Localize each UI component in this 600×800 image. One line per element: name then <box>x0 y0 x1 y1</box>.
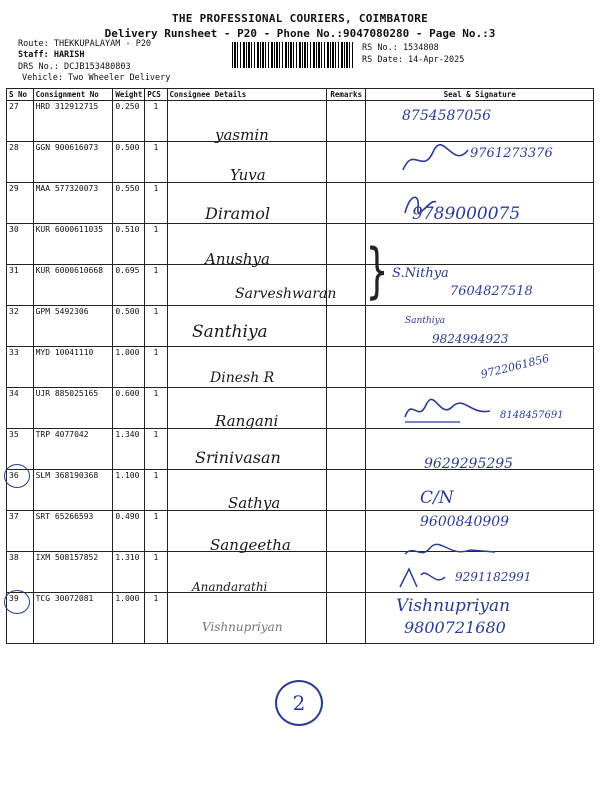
sno-cell: 36 <box>7 470 34 511</box>
sno-cell: 31 <box>7 265 34 306</box>
consignment-cell: MAA 577320073 <box>33 183 113 224</box>
hw-seal-12: 9600840909 <box>420 514 510 530</box>
pcs-cell: 1 <box>145 429 167 470</box>
table-header-row <box>7 89 594 101</box>
pcs-cell: 1 <box>145 552 167 593</box>
rs-number: RS No.: 1534808 <box>362 43 439 53</box>
table-row <box>7 224 594 265</box>
weight-cell: 1.100 <box>113 470 145 511</box>
company-title: THE PROFESSIONAL COURIERS, COIMBATORE <box>171 12 429 25</box>
hw-seal-8: 9722061856 <box>479 351 551 382</box>
circle-mark-36 <box>4 464 30 488</box>
pcs-cell: 1 <box>145 347 167 388</box>
remarks-cell <box>327 593 366 644</box>
hw-seal-4: S.Nithya <box>392 266 449 281</box>
drs-line: DRS No.: DCJB153480803 <box>18 62 131 72</box>
remarks-cell <box>327 552 366 593</box>
consignment-cell: MYD 10041110 <box>33 347 113 388</box>
sno-cell: 29 <box>7 183 34 224</box>
remarks-cell <box>327 224 366 265</box>
hw-name-2: Yuva <box>230 166 266 184</box>
consignment-cell: KUR 6000611035 <box>33 224 113 265</box>
hw-seal-15: 9800721680 <box>404 618 506 637</box>
remarks-cell <box>327 183 366 224</box>
sno-cell: 34 <box>7 388 34 429</box>
hw-seal-5: 7604827518 <box>450 284 533 299</box>
vehicle-line: Vehicle: Two Wheeler Delivery <box>22 73 171 83</box>
hw-name-3: Diramol <box>205 204 271 223</box>
weight-cell: 0.510 <box>113 224 145 265</box>
remarks-cell <box>327 142 366 183</box>
weight-cell: 0.600 <box>113 388 145 429</box>
sno-cell: 32 <box>7 306 34 347</box>
col-weight: Weight <box>113 89 145 101</box>
weight-cell: 1.310 <box>113 552 145 593</box>
consignment-cell: SLM 368190368 <box>33 470 113 511</box>
col-consignment: Consignment No <box>33 89 113 101</box>
remarks-cell <box>327 347 366 388</box>
seal-cell <box>366 347 594 388</box>
rs-date: RS Date: 14-Apr-2025 <box>362 55 465 65</box>
col-pcs: PCS <box>145 89 167 101</box>
sno-cell: 30 <box>7 224 34 265</box>
circle-mark-39 <box>4 590 30 614</box>
consignee-cell <box>167 593 327 644</box>
sno-cell: 27 <box>7 101 34 142</box>
consignment-cell: UJR 885025165 <box>33 388 113 429</box>
hw-name-4: Anushya <box>205 250 270 268</box>
pcs-cell: 1 <box>145 265 167 306</box>
hw-name-11: Sangeetha <box>210 536 291 554</box>
hw-name-10: Sathya <box>228 494 281 512</box>
consignment-cell: IXM 508157852 <box>33 552 113 593</box>
consignment-cell: HRD 312912715 <box>33 101 113 142</box>
pcs-cell: 1 <box>145 142 167 183</box>
hw-seal-14: Vishnupriyan <box>396 596 511 616</box>
hw-name-9: Srinivasan <box>195 448 281 467</box>
weight-cell: 0.250 <box>113 101 145 142</box>
signature-scribble-1 <box>398 140 478 180</box>
sno-cell: 39 <box>7 593 34 644</box>
hw-seal-1: 8754587056 <box>402 108 492 124</box>
runsheet-title: Delivery Runsheet - P20 - Phone No.:9047080280 - Page No.:3 <box>104 27 496 40</box>
sno-cell: 35 <box>7 429 34 470</box>
remarks-cell <box>327 429 366 470</box>
table-row <box>7 101 594 142</box>
hw-seal-3: 9789000075 <box>412 204 521 224</box>
hw-name-8: Rangani <box>215 412 279 430</box>
bracket-mark: } <box>365 236 389 306</box>
hw-name-6: Santhiya <box>192 322 268 342</box>
rs-info <box>362 42 464 66</box>
seal-cell <box>366 224 594 265</box>
weight-cell: 1.340 <box>113 429 145 470</box>
hw-name-12: Anandarathi <box>192 580 268 594</box>
consignment-cell: KUR 6000610668 <box>33 265 113 306</box>
consignment-cell: SRT 65266593 <box>33 511 113 552</box>
remarks-cell <box>327 511 366 552</box>
hw-seal-13: 9291182991 <box>455 570 532 584</box>
pcs-cell: 1 <box>145 388 167 429</box>
page-number-mark: 2 <box>275 680 323 726</box>
pcs-cell: 1 <box>145 511 167 552</box>
sno-cell: 33 <box>7 347 34 388</box>
consignment-cell: TRP 4077042 <box>33 429 113 470</box>
weight-cell: 1.000 <box>113 593 145 644</box>
remarks-cell <box>327 470 366 511</box>
consignment-cell: GPM 5492306 <box>33 306 113 347</box>
pcs-cell: 1 <box>145 224 167 265</box>
table-row <box>7 388 594 429</box>
col-remarks: Remarks <box>327 89 366 101</box>
remarks-cell <box>327 306 366 347</box>
hw-seal-10: 9629295295 <box>424 456 514 472</box>
weight-cell: 0.550 <box>113 183 145 224</box>
consignment-cell: GGN 900616073 <box>33 142 113 183</box>
sno-cell: 28 <box>7 142 34 183</box>
route-line: Route: THEKKUPALAYAM - P20 <box>18 39 152 49</box>
hw-seal-11: C/N <box>420 488 454 508</box>
hw-name-13: Vishnupriyan <box>202 620 283 634</box>
consignment-cell: TCG 30072081 <box>33 593 113 644</box>
hw-name-7: Dinesh R <box>210 370 275 386</box>
signature-scribble-3 <box>400 395 500 425</box>
hw-seal-7: 9824994923 <box>432 332 509 346</box>
col-sno: S No <box>7 89 34 101</box>
weight-cell: 0.500 <box>113 306 145 347</box>
hw-seal-6: Santhiya <box>405 316 446 326</box>
signature-scribble-4 <box>400 540 500 564</box>
signature-scribble-2 <box>400 188 440 218</box>
pcs-cell: 1 <box>145 470 167 511</box>
seal-cell <box>366 470 594 511</box>
hw-seal-2: 9761273376 <box>470 146 553 161</box>
col-consignee: Consignee Details <box>167 89 327 101</box>
weight-cell: 0.490 <box>113 511 145 552</box>
signature-scribble-5 <box>395 565 455 593</box>
hw-name-5: Sarveshwaran <box>235 286 337 302</box>
remarks-cell <box>327 101 366 142</box>
staff-line: Staff: HARISH <box>18 50 85 60</box>
hw-name-1: yasmin <box>215 126 269 144</box>
weight-cell: 0.500 <box>113 142 145 183</box>
pcs-cell: 1 <box>145 593 167 644</box>
barcode <box>232 42 354 68</box>
table-row <box>7 470 594 511</box>
pcs-cell: 1 <box>145 183 167 224</box>
sno-cell: 38 <box>7 552 34 593</box>
hw-seal-9: 8148457691 <box>500 410 564 421</box>
sno-cell: 37 <box>7 511 34 552</box>
weight-cell: 0.695 <box>113 265 145 306</box>
weight-cell: 1.000 <box>113 347 145 388</box>
col-seal: Seal & Signature <box>366 89 594 101</box>
pcs-cell: 1 <box>145 101 167 142</box>
pcs-cell: 1 <box>145 306 167 347</box>
remarks-cell <box>327 388 366 429</box>
